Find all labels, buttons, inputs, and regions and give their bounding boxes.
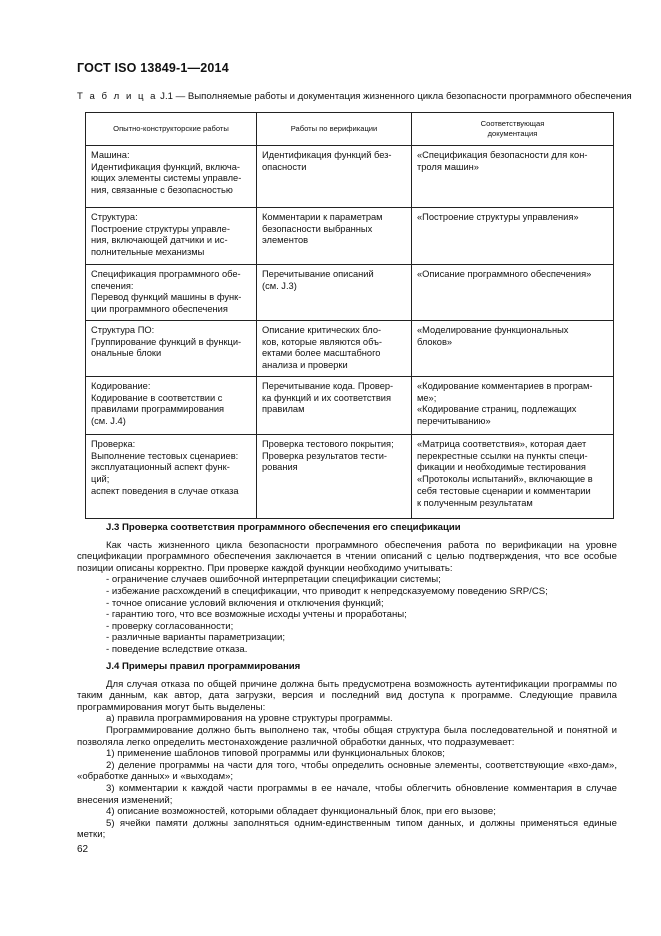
cell-text: Перечитывание описаний (см. J.3) <box>262 269 374 291</box>
section-j4-paragraph-1: Для случая отказа по общей причине должна быть предусмотрена возможность аутентификации программы по таким данным, как автор, дата загрузки, версия и последний вид доступа к программе. Следующие правила программирования могут быть выделены: <box>77 678 617 713</box>
table-cell <box>412 435 614 519</box>
table-cell <box>86 377 257 435</box>
table-cell <box>257 265 412 321</box>
table-cell <box>86 208 257 265</box>
table-cell <box>86 265 257 321</box>
section-j4-title: J.4 Примеры правил программирования <box>106 661 301 672</box>
cell-text: Идентификация функций без- опасности <box>262 150 392 172</box>
table-cell <box>412 146 614 208</box>
document-header: ГОСТ ISO 13849-1—2014 <box>77 61 229 75</box>
table-cell <box>86 146 257 208</box>
table-header-row <box>86 113 614 146</box>
cell-text: Спецификация программного обе- спечения: Перевод функций машины в функ- ции программного обеспечения <box>91 269 242 315</box>
column-header-label: Соответствующая документация <box>480 119 545 138</box>
list-item: 5) ячейки памяти должны заполняться одним-единственным типом данных, и должны применяться единые метки; <box>77 817 617 841</box>
table-cell <box>412 265 614 321</box>
page-number: 62 <box>77 844 89 855</box>
cell-text: «Кодирование комментариев в програм- ме»; «Кодирование страниц, подлежащих перечитыванию» <box>417 381 593 427</box>
list-item: - проверку согласованности; <box>106 620 234 632</box>
section-j3 <box>77 522 617 656</box>
cell-text: Кодирование: Кодирование в соответствии с правилами программирования (см. J.4) <box>91 381 225 427</box>
list-item: - различные варианты параметризации; <box>106 632 285 644</box>
table-cell <box>412 208 614 265</box>
list-item: - гарантию того, что все возможные исходы учтены и проработаны; <box>106 609 407 621</box>
column-header-label: Опытно-конструкторские работы <box>113 124 229 133</box>
cell-text: Перечитывание кода. Провер- ка функций и их соответствия правилам <box>262 381 394 415</box>
cell-text: Описание критических бло- ков, которые являются объ- ектами более масштабного анализа и проверки <box>262 325 383 371</box>
cell-text: Машина: Идентификация функций, включа- ющих элементы системы управле- ния, связанные с безопасностью <box>91 150 242 196</box>
section-j3-title: J.3 Проверка соответствия программного обеспечения его спецификации <box>106 522 461 533</box>
section-j4-paragraph-2: Программирование должно быть выполнено так, чтобы общая структура была последовательной и понятной и позволяла легко определить местонахождение различной обработки данных, что подразумевает: <box>77 724 617 748</box>
cell-text: «Спецификация безопасности для кон- троля машин» <box>417 150 588 172</box>
table-cell <box>257 321 412 377</box>
list-item: - точное описание условий включения и отключения функций; <box>106 597 384 609</box>
column-header-development <box>86 113 257 146</box>
cell-text: Структура: Построение структуры управле- ния, включающей датчики и ис- полнительные механизмы <box>91 212 230 258</box>
section-j3-paragraph: Как часть жизненного цикла безопасности программного обеспечения работа по верификации на уровне спецификации программного обеспечения заключается в чтении описаний с целью подтверждения, что все особые позиции описаны корректно. При проверке каждой функции необходимо учитывать: <box>77 539 617 574</box>
table-row <box>86 265 614 321</box>
list-item: - ограничение случаев ошибочной интерпретации спецификации системы; <box>106 574 441 586</box>
cell-text: Комментарии к параметрам безопасности выбранных элементов <box>262 212 383 246</box>
list-item: - избежание расхождений в спецификации, что приводит к непредсказуемому поведению SRP/CS; <box>106 585 548 597</box>
table-cell <box>257 208 412 265</box>
table-cell <box>86 321 257 377</box>
cell-text: Проверка тестового покрытия; Проверка результатов тести- рования <box>262 439 394 473</box>
table-cell <box>412 321 614 377</box>
cell-text: «Моделирование функциональных блоков» <box>417 325 569 347</box>
cell-text: «Матрица соответствия», которая дает перекрестные ссылки на пункты специ- фикации и необходимые тестирования «Протоколы испытаний», включающие в себя тестовые сценарии и комментарии к полученным результатам <box>417 439 593 508</box>
list-item: 3) комментарии к каждой части программы в ее начале, чтобы облегчить обновление комментария в случае внесения изменений; <box>77 782 617 806</box>
column-header-verification <box>257 113 412 146</box>
documentation-table <box>85 112 614 519</box>
cell-text: Структура ПО: Группирование функций в функци- ональные блоки <box>91 325 242 359</box>
table-cell <box>257 377 412 435</box>
table-caption <box>77 91 632 103</box>
table-cell <box>412 377 614 435</box>
list-item: - поведение вследствие отказа. <box>106 643 248 655</box>
table-row <box>86 146 614 208</box>
table-row <box>86 208 614 265</box>
list-item: 1) применение шаблонов типовой программы или функциональных блоков; <box>106 748 445 760</box>
table-cell <box>86 435 257 519</box>
column-header-label: Работы по верификации <box>290 124 378 133</box>
table-caption-text: J.1 — Выполняемые работы и документация жизненного цикла безопасности программного обеспечения <box>157 91 632 102</box>
column-header-documentation <box>412 113 614 146</box>
table-cell <box>257 146 412 208</box>
list-item: а) правила программирования на уровне структуры программы. <box>106 713 393 725</box>
list-item: 4) описание возможностей, которыми обладает функциональный блок, при его вызове; <box>106 806 496 818</box>
cell-text: «Построение структуры управления» <box>417 212 579 222</box>
table-cell <box>257 435 412 519</box>
table-caption-prefix: Т а б л и ц а <box>77 91 158 102</box>
cell-text: Проверка: Выполнение тестовых сценариев: эксплуатационный аспект функ- ций; аспект поведения в случае отказа <box>91 439 239 496</box>
section-j4 <box>77 661 617 841</box>
table-row <box>86 377 614 435</box>
list-item: 2) деление программы на части для того, чтобы определить основные элементы, соответствующие «вхо-дам», «обработке данных» и «выходам»; <box>77 759 617 783</box>
cell-text: «Описание программного обеспечения» <box>417 269 592 279</box>
table-row <box>86 321 614 377</box>
table-row <box>86 435 614 519</box>
